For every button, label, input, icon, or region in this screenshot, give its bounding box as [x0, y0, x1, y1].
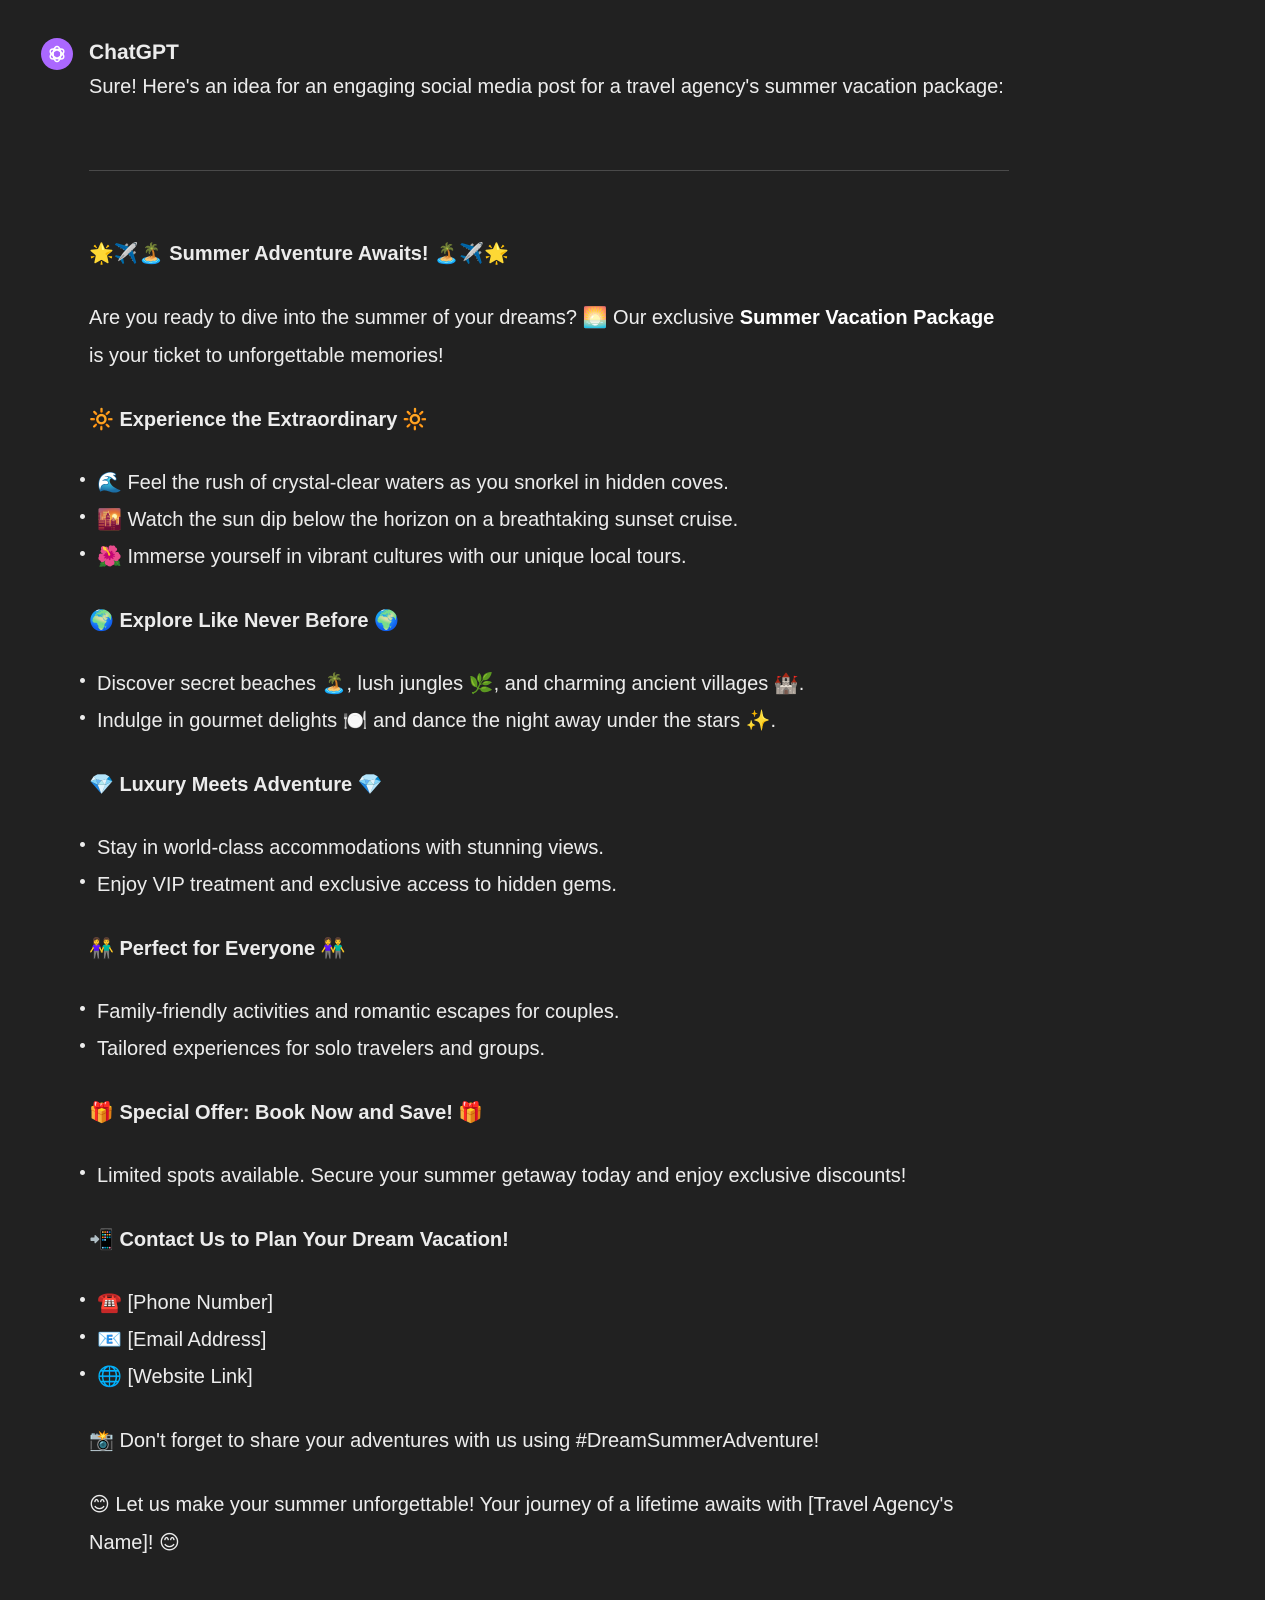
post-title: 🌟✈️🏝️ Summer Adventure Awaits! 🏝️✈️🌟: [89, 243, 509, 265]
lead-text-end: is your ticket to unforgettable memories!: [89, 345, 444, 367]
section-heading: 📲 Contact Us to Plan Your Dream Vacation!: [89, 1229, 509, 1251]
message-content: [89, 68, 1009, 1588]
section-heading: 💎 Luxury Meets Adventure 💎: [89, 774, 383, 796]
list-item: 🌺 Immerse yourself in vibrant cultures with our unique local tours.: [89, 539, 1009, 576]
bullet-list: [89, 666, 1009, 740]
list-item: Tailored experiences for solo travelers and groups.: [89, 1031, 1009, 1068]
post-lead: [89, 299, 1009, 375]
openai-logo-icon: [46, 43, 68, 65]
closing-line: 😊 Let us make your summer unforgettable! Your journey of a lifetime awaits with [Travel Agency's Name]! 😊: [89, 1494, 954, 1554]
section-heading: 🌍 Explore Like Never Before 🌍: [89, 610, 399, 632]
avatar: [41, 38, 73, 70]
bullet-list: [89, 1285, 1009, 1396]
bullet-list: [89, 1158, 1009, 1195]
intro-text: Sure! Here's an idea for an engaging social media post for a travel agency's summer vacation package:: [89, 76, 1004, 98]
list-item: Family-friendly activities and romantic escapes for couples.: [89, 994, 1009, 1031]
list-item: 🌐 [Website Link]: [89, 1359, 1009, 1396]
lead-bold-text: Summer Vacation Package: [739, 307, 995, 329]
list-item: 📧 [Email Address]: [89, 1322, 1009, 1359]
list-item: Stay in world-class accommodations with stunning views.: [89, 830, 1009, 867]
list-item: ☎️ [Phone Number]: [89, 1285, 1009, 1322]
list-item: Discover secret beaches 🏝️, lush jungles 🌿, and charming ancient villages 🏰.: [89, 666, 1009, 703]
list-item: 🌊 Feel the rush of crystal-clear waters as you snorkel in hidden coves.: [89, 465, 1009, 502]
lead-text: Are you ready to dive into the summer of your dreams? 🌅 Our exclusive: [89, 307, 740, 329]
author-name: ChatGPT: [89, 41, 179, 64]
section-heading: 🎁 Special Offer: Book Now and Save! 🎁: [89, 1102, 484, 1124]
divider: [89, 170, 1009, 171]
bullet-list: [89, 830, 1009, 904]
bullet-list: [89, 465, 1009, 576]
list-item: Limited spots available. Secure your summer getaway today and enjoy exclusive discounts!: [89, 1158, 1009, 1195]
list-item: 🌇 Watch the sun dip below the horizon on a breathtaking sunset cruise.: [89, 502, 1009, 539]
hashtag-line: 📸 Don't forget to share your adventures with us using #DreamSummerAdventure!: [89, 1430, 820, 1452]
section-heading: 👫 Perfect for Everyone 👫: [89, 938, 346, 960]
bullet-list: [89, 994, 1009, 1068]
list-item: Enjoy VIP treatment and exclusive access to hidden gems.: [89, 867, 1009, 904]
section-heading: 🔆 Experience the Extraordinary 🔆: [89, 409, 428, 431]
list-item: Indulge in gourmet delights 🍽️ and dance the night away under the stars ✨.: [89, 703, 1009, 740]
